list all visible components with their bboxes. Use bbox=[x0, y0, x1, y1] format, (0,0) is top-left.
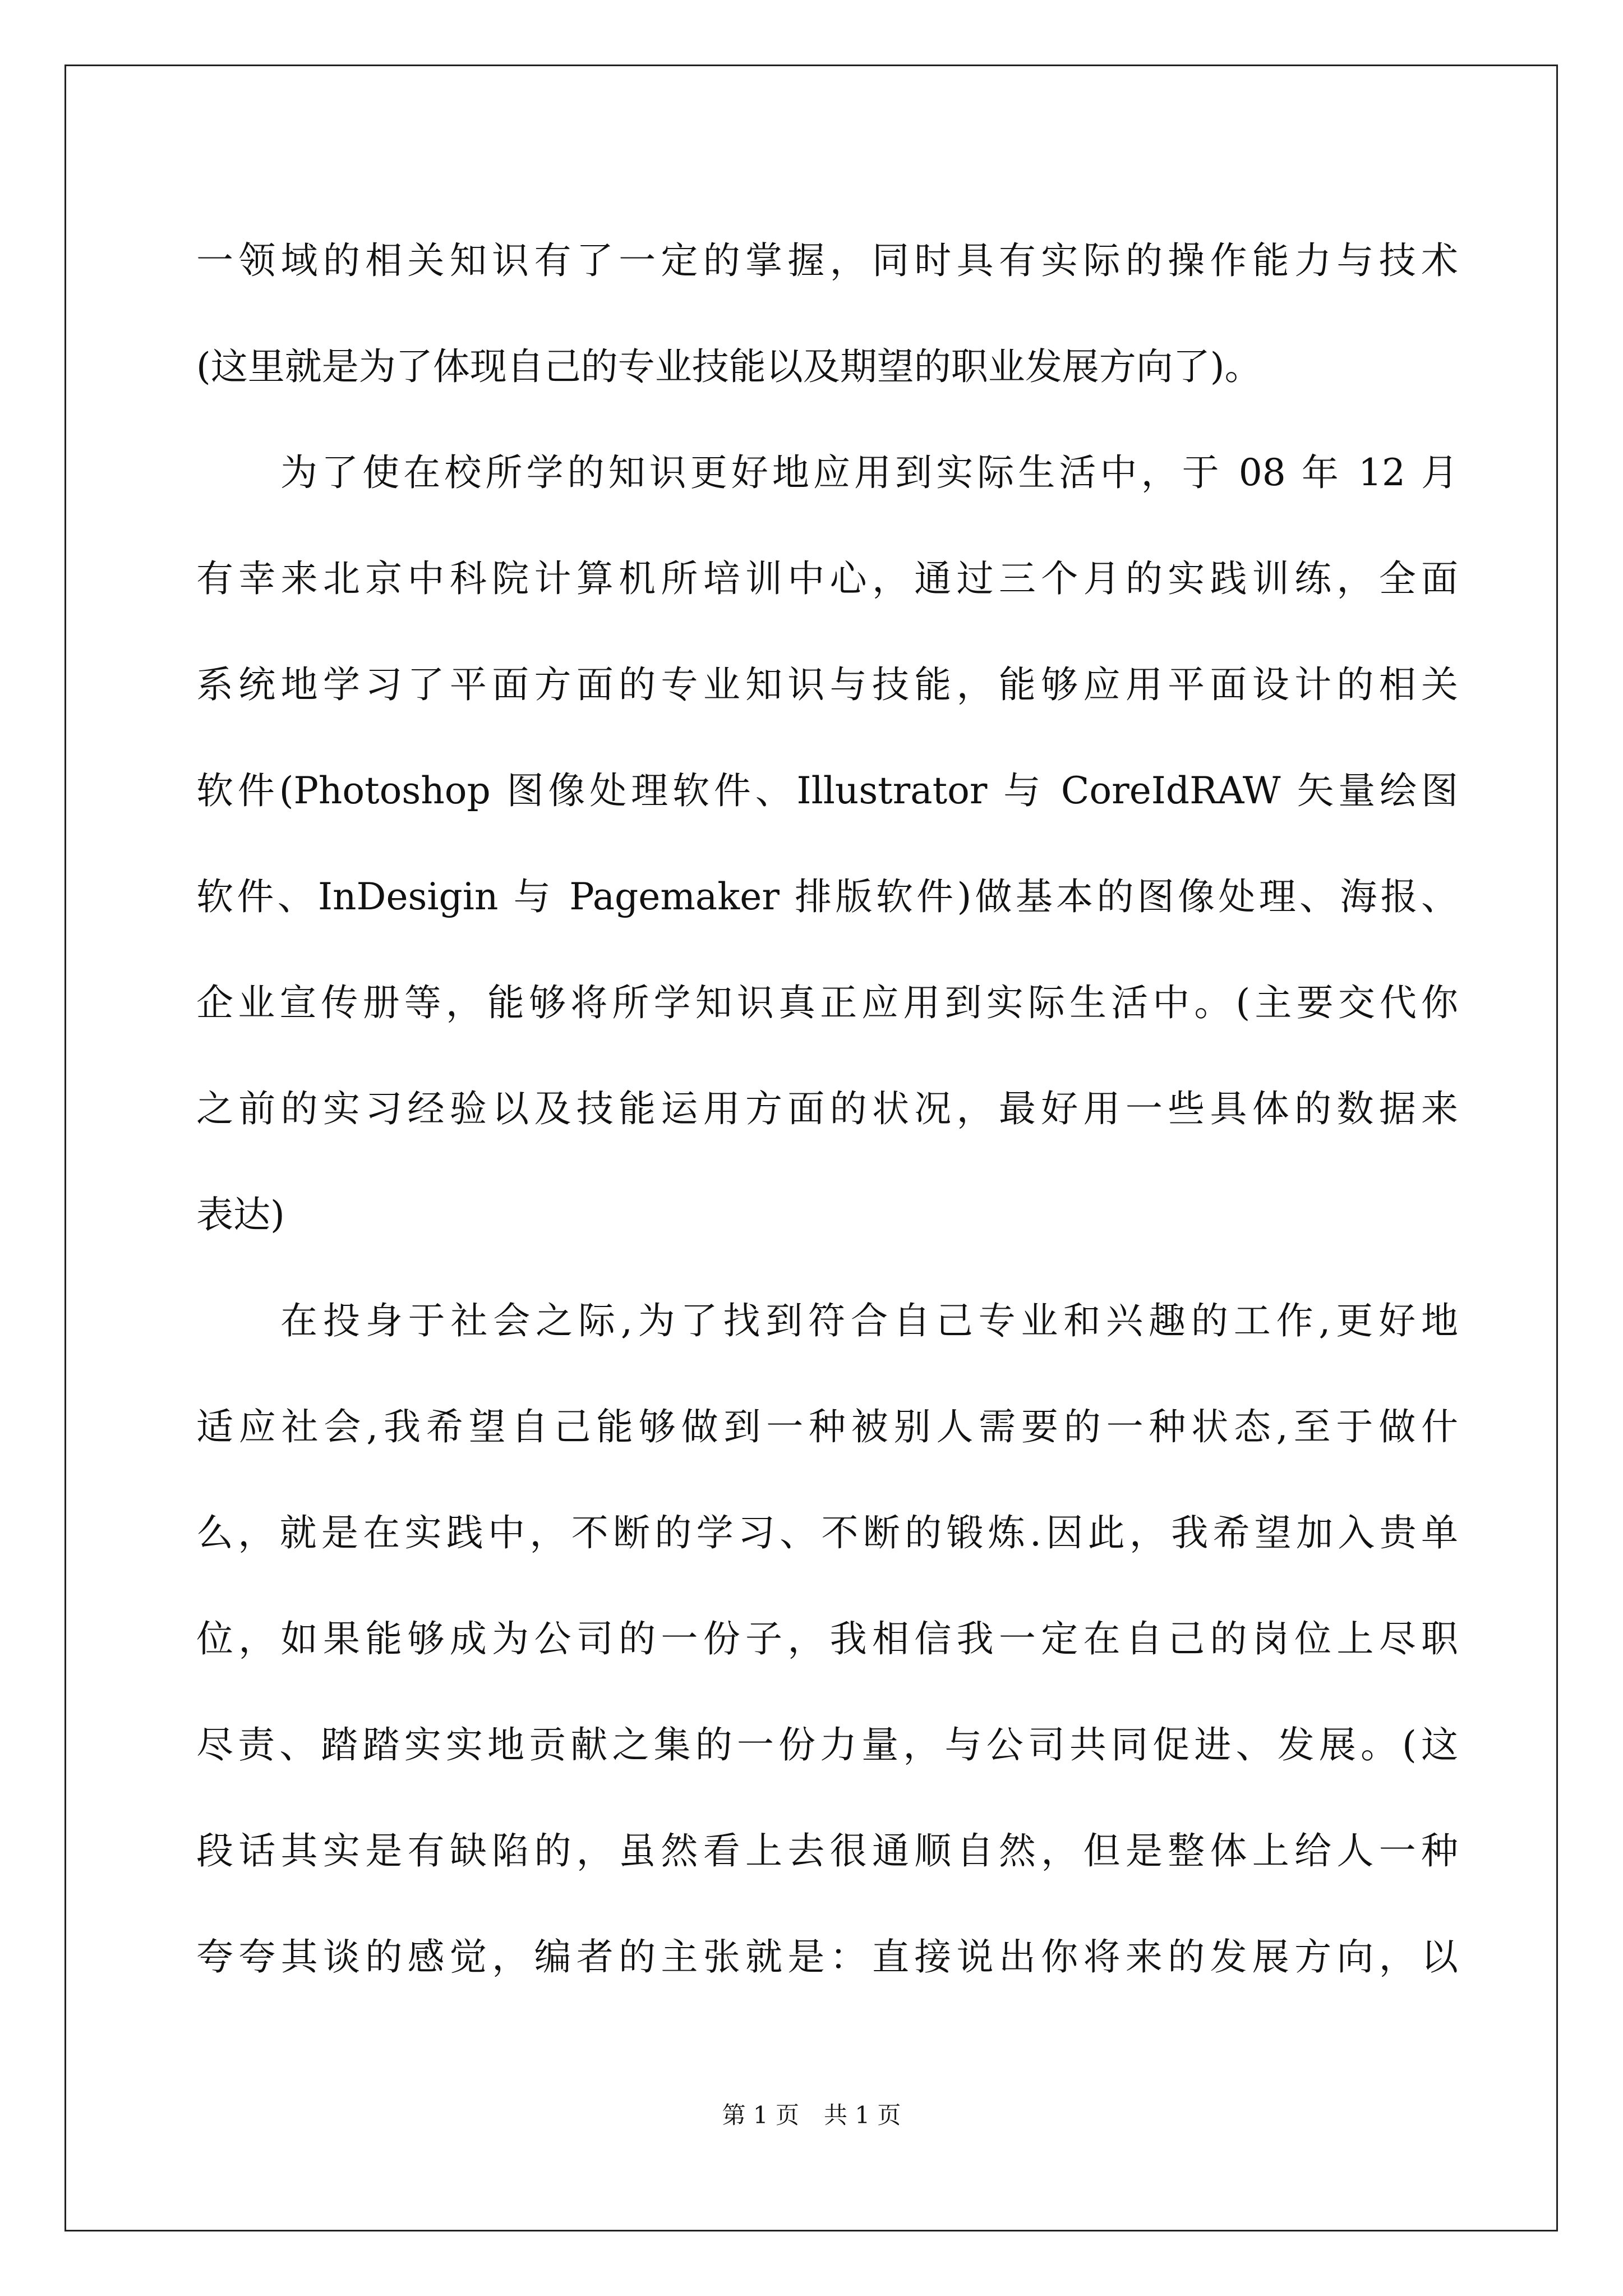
text-line: 适应社会,我希望自己能够做到一种被别人需要的一种状态,至于做什 bbox=[196, 1405, 1458, 1448]
text-line: 在投身于社会之际,为了找到符合自己专业和兴趣的工作,更好地 bbox=[280, 1299, 1458, 1342]
text-line: (这里就是为了体现自己的专业技能以及期望的职业发展方向了)。 bbox=[196, 345, 1262, 388]
document-body bbox=[196, 208, 1458, 2010]
text-line: 软件(Photoshop 图像处理软件、Illustrator 与 CoreIdRAW 矢量绘图 bbox=[196, 769, 1458, 812]
text-line: 表达) bbox=[196, 1193, 285, 1236]
text-line: 位，如果能够成为公司的一份子，我相信我一定在自己的岗位上尽职 bbox=[196, 1617, 1458, 1660]
page-footer bbox=[0, 2097, 1623, 2131]
text-line: 一领域的相关知识有了一定的掌握，同时具有实际的操作能力与技术 bbox=[196, 239, 1458, 282]
text-line: 夸夸其谈的感觉，编者的主张就是：直接说出你将来的发展方向，以 bbox=[196, 1935, 1458, 1978]
text-line: 为了使在校所学的知识更好地应用到实际生活中，于 08 年 12 月 bbox=[280, 451, 1458, 494]
text-line: 段话其实是有缺陷的，虽然看上去很通顺自然，但是整体上给人一种 bbox=[196, 1829, 1458, 1872]
text-line: 有幸来北京中科院计算机所培训中心，通过三个月的实践训练，全面 bbox=[196, 557, 1458, 600]
text-line: 企业宣传册等，能够将所学知识真正应用到实际生活中。(主要交代你 bbox=[196, 981, 1458, 1024]
text-line: 软件、InDesigin 与 Pagemaker 排版软件)做基本的图像处理、海报、 bbox=[196, 875, 1458, 918]
text-line: 么，就是在实践中，不断的学习、不断的锻炼.因此，我希望加入贵单 bbox=[196, 1511, 1458, 1554]
page-total: 共 1 页 bbox=[824, 2101, 901, 2129]
text-line: 尽责、踏踏实实地贡献之集的一份力量，与公司共同促进、发展。(这 bbox=[196, 1723, 1458, 1766]
page-number: 第 1 页 bbox=[722, 2101, 799, 2129]
text-line: 之前的实习经验以及技能运用方面的状况，最好用一些具体的数据来 bbox=[196, 1087, 1458, 1130]
text-line: 系统地学习了平面方面的专业知识与技能，能够应用平面设计的相关 bbox=[196, 663, 1458, 706]
